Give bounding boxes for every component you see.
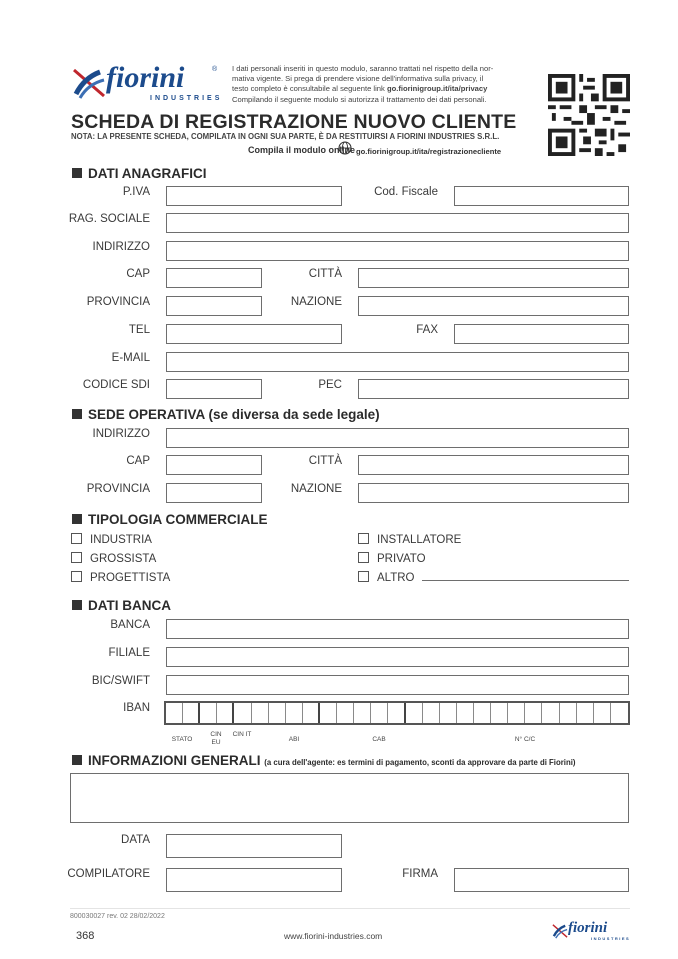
return-note: NOTA: LA PRESENTE SCHEDA, COMPILATA IN OGNI SUA PARTE, È DA RESTITUIRSI A FIORINI INDUSTRIES S.R.L.	[71, 132, 500, 141]
label-pec: PEC	[318, 379, 342, 391]
bullet-square-icon	[72, 755, 82, 765]
iban-char-cell[interactable]	[525, 703, 542, 723]
iban-char-cell[interactable]	[542, 703, 559, 723]
iban-char-cell[interactable]	[406, 703, 423, 723]
iban-char-cell[interactable]	[371, 703, 388, 723]
sede-nazione-field[interactable]	[358, 483, 629, 503]
logo-mark-icon	[551, 922, 569, 940]
iban-char-cell[interactable]	[474, 703, 491, 723]
section-title-info: INFORMAZIONI GENERALI (a cura dell'agente: es termini di pagamento, sconti da approvare da parte di Fiorini)	[72, 753, 575, 768]
sede-provincia-field[interactable]	[166, 483, 262, 503]
page-number: 368	[76, 930, 95, 942]
label-sede-provincia: PROVINCIA	[86, 483, 150, 495]
email-field[interactable]	[166, 352, 629, 372]
logo-mark-icon	[70, 64, 108, 102]
checkbox-icon[interactable]	[71, 552, 82, 563]
document-code: 800030027 rev. 02 28/02/2022	[70, 913, 165, 920]
label-tel: TEL	[128, 324, 150, 336]
checkbox-progettista[interactable]: PROGETTISTA	[71, 571, 170, 584]
iban-char-cell[interactable]	[560, 703, 577, 723]
label-bic-swift: BIC/SWIFT	[91, 675, 150, 687]
data-field[interactable]	[166, 834, 342, 858]
iban-label-stato: STATO	[171, 736, 193, 743]
iban-label-cc: N° C/C	[514, 736, 536, 743]
page-title: SCHEDA DI REGISTRAZIONE NUOVO CLIENTE	[71, 111, 517, 133]
footer-brand-sub: INDUSTRIES	[591, 936, 631, 941]
section-title-banca: DATI BANCA	[72, 598, 171, 613]
iban-char-cell[interactable]	[286, 703, 303, 723]
label-ragione-sociale: RAG. SOCIALE	[68, 213, 150, 225]
fax-field[interactable]	[454, 324, 629, 344]
section-subtitle-info: (a cura dell'agente: es termini di pagamento, sconti da approvare da parte di Fiorini)	[264, 758, 576, 767]
privacy-line: mativa vigente. Si prega di prendere visione dell'informativa sulla privacy, il	[232, 74, 484, 84]
checkbox-icon[interactable]	[358, 552, 369, 563]
iban-label-abi: ABI	[288, 736, 300, 743]
privacy-line: Compilando il seguente modulo si autorizza il trattamento dei dati personali.	[232, 94, 487, 104]
nazione-field[interactable]	[358, 296, 629, 316]
privacy-line: testo completo è consultabile al seguente link go.fiorinigroup.it/ita/privacy	[232, 84, 488, 94]
iban-char-cell[interactable]	[269, 703, 286, 723]
iban-char-cell[interactable]	[508, 703, 525, 723]
iban-char-cell[interactable]	[183, 703, 200, 723]
piva-field[interactable]	[166, 186, 342, 206]
label-citta: CITTÀ	[308, 268, 342, 280]
iban-char-cell[interactable]	[388, 703, 405, 723]
label-filiale: FILIALE	[108, 647, 150, 659]
checkbox-altro[interactable]: ALTRO	[358, 571, 415, 584]
pec-field[interactable]	[358, 379, 629, 399]
brand-sub: INDUSTRIES	[150, 95, 223, 102]
checkbox-privato[interactable]: PRIVATO	[358, 552, 426, 565]
brand-registered: ®	[212, 66, 218, 73]
label-sede-cap: CAP	[126, 455, 150, 467]
iban-char-cell[interactable]	[166, 703, 183, 723]
banca-field[interactable]	[166, 619, 629, 639]
checkbox-icon[interactable]	[71, 533, 82, 544]
section-title-anagrafici: DATI ANAGRAFICI	[72, 166, 207, 181]
qr-code-icon[interactable]	[548, 74, 630, 156]
iban-char-cell[interactable]	[440, 703, 457, 723]
label-fax: FAX	[416, 324, 438, 336]
label-indirizzo: INDIRIZZO	[92, 241, 150, 253]
iban-char-cell[interactable]	[320, 703, 337, 723]
codice-fiscale-field[interactable]	[454, 186, 629, 206]
cap-field[interactable]	[166, 268, 262, 288]
iban-char-cell[interactable]	[234, 703, 251, 723]
tel-field[interactable]	[166, 324, 342, 344]
online-form-url[interactable]: go.fiorinigroup.it/ita/registrazionecliente	[356, 147, 502, 156]
iban-char-cell[interactable]	[200, 703, 217, 723]
brand-logo	[70, 61, 223, 106]
checkbox-icon[interactable]	[71, 571, 82, 582]
checkbox-grossista[interactable]: GROSSISTA	[71, 552, 156, 565]
iban-char-cell[interactable]	[303, 703, 320, 723]
iban-label-cin-eu: CIN EU	[210, 731, 222, 746]
checkbox-icon[interactable]	[358, 571, 369, 582]
label-sede-indirizzo: INDIRIZZO	[92, 428, 150, 440]
globe-icon	[338, 141, 352, 155]
privacy-line: I dati personali inseriti in questo modulo, saranno trattati nel rispetto della nor-	[232, 64, 494, 73]
label-codice-sdi: CODICE SDI	[82, 379, 150, 391]
iban-char-cell[interactable]	[577, 703, 594, 723]
label-sede-citta: CITTÀ	[308, 455, 342, 467]
iban-char-cell[interactable]	[457, 703, 474, 723]
altro-line-field[interactable]	[422, 580, 629, 581]
label-provincia: PROVINCIA	[86, 296, 150, 308]
iban-label-cin-it: CIN IT	[232, 731, 252, 738]
checkbox-installatore[interactable]: INSTALLATORE	[358, 533, 461, 546]
indirizzo-field[interactable]	[166, 241, 629, 261]
online-form-label: Compila il modulo online	[248, 145, 355, 155]
label-iban: IBAN	[123, 702, 150, 714]
bullet-square-icon	[72, 600, 82, 610]
privacy-link[interactable]: go.fiorinigroup.it/ita/privacy	[386, 84, 488, 94]
privacy-notice	[232, 64, 532, 105]
sede-indirizzo-field[interactable]	[166, 428, 629, 448]
iban-char-cell[interactable]	[423, 703, 440, 723]
section-title-sede-operativa: SEDE OPERATIVA (se diversa da sede legale)	[72, 407, 380, 422]
iban-char-cell[interactable]	[252, 703, 269, 723]
bic-swift-field[interactable]	[166, 675, 629, 695]
label-codice-fiscale: Cod. Fiscale	[374, 186, 438, 198]
firma-field[interactable]	[454, 868, 629, 892]
label-banca: BANCA	[110, 619, 150, 631]
footer-logo	[551, 920, 631, 944]
iban-char-cell[interactable]	[594, 703, 611, 723]
section-title-tipologia: TIPOLOGIA COMMERCIALE	[72, 512, 268, 527]
compilatore-field[interactable]	[166, 868, 342, 892]
label-cap: CAP	[126, 268, 150, 280]
informazioni-generali-textarea[interactable]	[70, 773, 629, 823]
label-piva: P.IVA	[122, 186, 150, 198]
label-nazione: NAZIONE	[290, 296, 342, 308]
codice-sdi-field[interactable]	[166, 379, 262, 399]
iban-char-cell[interactable]	[217, 703, 234, 723]
filiale-field[interactable]	[166, 647, 629, 667]
label-firma: FIRMA	[402, 868, 438, 880]
iban-label-cab: CAB	[372, 736, 386, 743]
footer-brand-name: fiorini	[568, 920, 608, 936]
provincia-field[interactable]	[166, 296, 262, 316]
bullet-square-icon	[72, 514, 82, 524]
label-email: E-MAIL	[111, 352, 150, 364]
iban-char-cell[interactable]	[491, 703, 508, 723]
label-data: DATA	[121, 834, 150, 846]
label-sede-nazione: NAZIONE	[290, 483, 342, 495]
bullet-square-icon	[72, 168, 82, 178]
bullet-square-icon	[72, 409, 82, 419]
iban-char-cell[interactable]	[337, 703, 354, 723]
footer-website[interactable]: www.fiorini-industries.com	[284, 931, 383, 941]
sede-citta-field[interactable]	[358, 455, 629, 475]
checkbox-icon[interactable]	[358, 533, 369, 544]
checkbox-industria[interactable]: INDUSTRIA	[71, 533, 152, 546]
ragione-sociale-field[interactable]	[166, 213, 629, 233]
label-compilatore: COMPILATORE	[67, 868, 150, 880]
citta-field[interactable]	[358, 268, 629, 288]
sede-cap-field[interactable]	[166, 455, 262, 475]
footer-divider	[70, 908, 630, 909]
brand-name: fiorini	[106, 61, 185, 94]
iban-char-cell[interactable]	[354, 703, 371, 723]
